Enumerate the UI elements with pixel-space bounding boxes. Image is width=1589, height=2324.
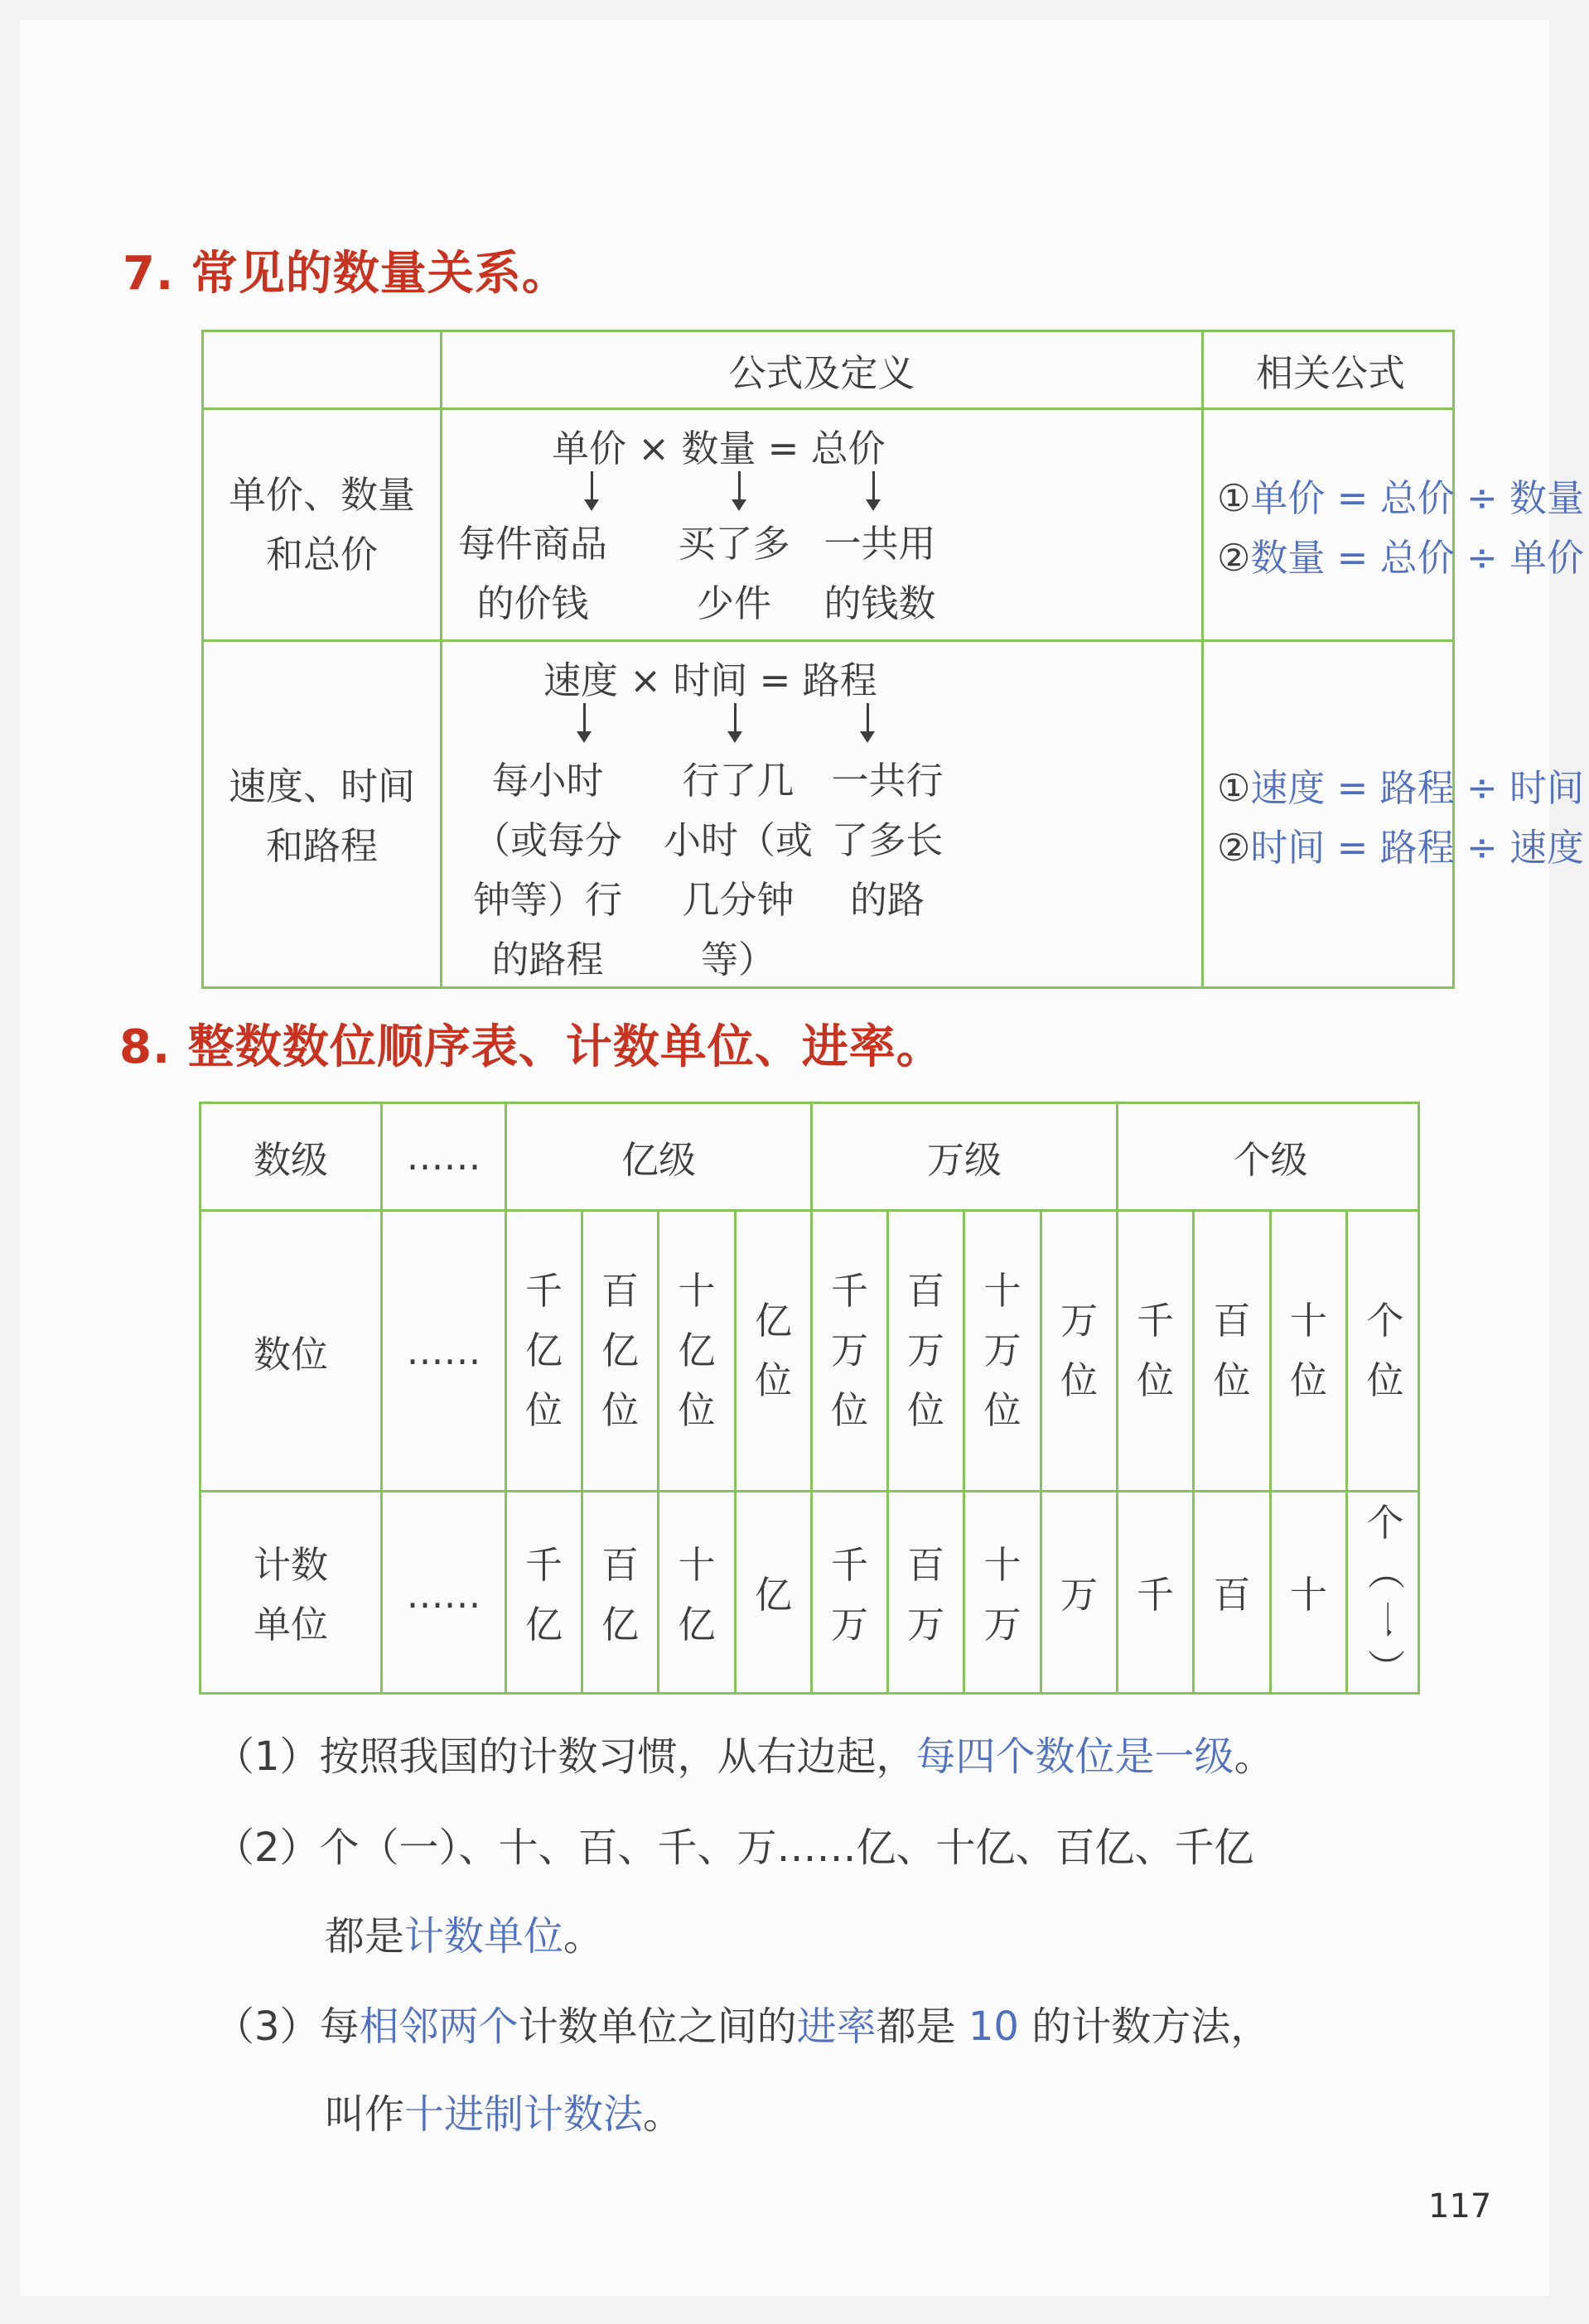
label-level: 数级 — [253, 1138, 328, 1182]
unit-char: 万 — [1060, 1572, 1098, 1617]
place-char: 十 — [983, 1269, 1022, 1313]
formula-speed: 速度 × 时间 = 路程 — [543, 658, 877, 702]
place-cell — [813, 1212, 886, 1490]
place-char: 位 — [983, 1388, 1022, 1432]
place-cell — [507, 1212, 581, 1490]
down-arrow-icon — [734, 703, 737, 740]
place-char: 十 — [678, 1269, 716, 1313]
unit-cell — [659, 1492, 734, 1697]
place-cell — [1118, 1212, 1192, 1490]
unit-char: 十 — [1289, 1572, 1327, 1617]
place-char: 位 — [754, 1358, 792, 1402]
place-char: 位 — [678, 1388, 716, 1432]
note-2-line1: （2）个（一）、十、百、千、万……亿、十亿、百亿、千亿 — [215, 1825, 1254, 1871]
place-cell — [737, 1212, 810, 1490]
level-wan: 万级 — [926, 1138, 1002, 1182]
note-3-line1: （3）每相邻两个计数单位之间的进率都是 10 的计数方法， — [215, 2003, 1271, 2050]
unit-cell — [737, 1492, 810, 1697]
note-1: （1）按照我国的计数习惯，从右边起，每四个数位是一级。 — [215, 1733, 1274, 1780]
unit-cell — [889, 1492, 963, 1697]
related-formula: ①单价 = 总价 ÷ 数量 — [1217, 476, 1584, 520]
place-char: 百 — [906, 1269, 944, 1313]
section-8-title: 8. 整数数位顺序表、计数单位、进率。 — [119, 1020, 944, 1074]
unit-char: 千 — [524, 1542, 563, 1587]
related-formulas-price — [1204, 469, 1584, 588]
place-char: 百 — [601, 1269, 639, 1313]
place-char: 亿 — [524, 1328, 563, 1372]
desc-time: 行了几 小时（或 几分钟 等） — [663, 759, 813, 981]
label-place: 数位 — [253, 1332, 328, 1377]
place-char: 位 — [1289, 1358, 1327, 1402]
place-char: 位 — [1213, 1358, 1251, 1402]
place-char: 亿 — [754, 1299, 792, 1343]
place-value-table — [199, 1102, 1420, 1695]
place-cell — [1042, 1212, 1116, 1490]
place-char: 万 — [1060, 1299, 1098, 1343]
level-ge: 个级 — [1233, 1138, 1308, 1182]
header-formula-definition: 公式及定义 — [728, 351, 915, 395]
section-7-title: 7. 常见的数量关系。 — [123, 247, 569, 301]
desc-unit-price: 每件商品 的价钱 — [458, 522, 608, 625]
place-char: 千 — [524, 1269, 563, 1313]
unit-cell — [583, 1492, 657, 1697]
place-cell — [965, 1212, 1040, 1490]
place-char: 千 — [1136, 1299, 1174, 1343]
level-yi: 亿级 — [621, 1138, 696, 1182]
unit-char: 千 — [830, 1542, 868, 1587]
ellipsis: …… — [406, 1573, 481, 1617]
related-formula: ①速度 = 路程 ÷ 时间 — [1217, 766, 1584, 810]
desc-distance: 一共行 了多长 的路 — [831, 759, 944, 922]
place-char: 万 — [906, 1328, 944, 1372]
unit-cell — [1272, 1492, 1345, 1697]
note-3-line2: 叫作十进制计数法。 — [325, 2091, 683, 2138]
desc-speed: 每小时 （或每分 钟等）行 的路程 — [472, 759, 622, 981]
place-char: 十 — [1289, 1299, 1327, 1343]
down-arrow-icon — [591, 471, 593, 508]
row-label-line: 单价、数量 — [228, 472, 415, 517]
down-arrow-icon — [583, 703, 586, 740]
unit-char: 个 — [1366, 1500, 1404, 1545]
place-cell — [1195, 1212, 1269, 1490]
unit-cell — [1348, 1492, 1422, 1697]
place-char: 百 — [1213, 1299, 1251, 1343]
ellipsis: …… — [406, 1135, 481, 1179]
unit-cell — [813, 1492, 886, 1697]
row-label-speed-time-distance — [204, 642, 440, 991]
unit-char: 十 — [983, 1542, 1022, 1587]
place-char: 个 — [1366, 1299, 1404, 1343]
unit-char: 亿 — [524, 1602, 563, 1647]
desc-total: 一共用 的钱数 — [823, 522, 936, 625]
place-char: 位 — [906, 1388, 944, 1432]
quantity-relations-table — [201, 330, 1584, 989]
unit-char: 亿 — [678, 1602, 716, 1647]
place-char: 位 — [1136, 1358, 1174, 1402]
page-number: 117 — [1428, 2187, 1492, 2225]
unit-cell — [1042, 1492, 1116, 1697]
row-label-line: 速度、时间 — [228, 764, 415, 808]
note-2-line2: 都是计数单位。 — [325, 1913, 604, 1960]
place-char: 千 — [830, 1269, 868, 1313]
unit-cell — [965, 1492, 1040, 1697]
unit-char: 十 — [678, 1542, 716, 1587]
down-arrow-icon — [738, 471, 741, 508]
desc-quantity: 买了多 少件 — [678, 522, 790, 625]
row-label-line: 和总价 — [265, 532, 378, 576]
unit-char: ） — [1363, 1647, 1408, 1686]
related-formulas-speed — [1204, 759, 1584, 878]
unit-cell — [1195, 1492, 1269, 1697]
place-char: 位 — [1060, 1358, 1098, 1402]
place-cell — [659, 1212, 734, 1490]
unit-char: 千 — [1136, 1572, 1174, 1617]
formula-price: 单价 × 数量 = 总价 — [552, 427, 886, 470]
down-arrow-icon — [867, 703, 869, 740]
label-counting-unit: 计数 单位 — [253, 1542, 328, 1647]
place-cell — [889, 1212, 963, 1490]
place-char: 位 — [1366, 1358, 1404, 1402]
unit-char: 百 — [601, 1542, 639, 1587]
unit-char: （ — [1363, 1551, 1408, 1590]
place-char: 亿 — [601, 1328, 639, 1372]
place-char: 万 — [983, 1328, 1022, 1372]
related-formula: ②时间 = 路程 ÷ 速度 — [1217, 826, 1584, 870]
place-cell — [583, 1212, 657, 1490]
place-char: 位 — [524, 1388, 563, 1432]
unit-char: 万 — [983, 1602, 1022, 1647]
row-label-line: 和路程 — [265, 824, 378, 868]
unit-char: 亿 — [601, 1602, 639, 1647]
unit-char: 万 — [830, 1602, 868, 1647]
unit-char: 一 — [1363, 1599, 1408, 1638]
place-char: 万 — [830, 1328, 868, 1372]
unit-cell — [1118, 1492, 1192, 1697]
header-related-formulas: 相关公式 — [1255, 351, 1405, 395]
related-formula: ②数量 = 总价 ÷ 单价 — [1217, 536, 1584, 580]
textbook-page — [20, 20, 1584, 2296]
row-label-price-quantity-total — [204, 410, 440, 639]
ellipsis: …… — [406, 1328, 481, 1373]
unit-char: 万 — [906, 1602, 944, 1647]
down-arrow-icon — [872, 471, 875, 508]
place-char: 位 — [830, 1388, 868, 1432]
unit-char: 百 — [1213, 1572, 1251, 1617]
place-char: 亿 — [678, 1328, 716, 1372]
unit-char: 亿 — [754, 1572, 792, 1617]
place-char: 位 — [601, 1388, 639, 1432]
unit-cell — [507, 1492, 581, 1697]
place-cell — [1272, 1212, 1345, 1490]
unit-char: 百 — [906, 1542, 944, 1587]
place-cell — [1348, 1212, 1422, 1490]
